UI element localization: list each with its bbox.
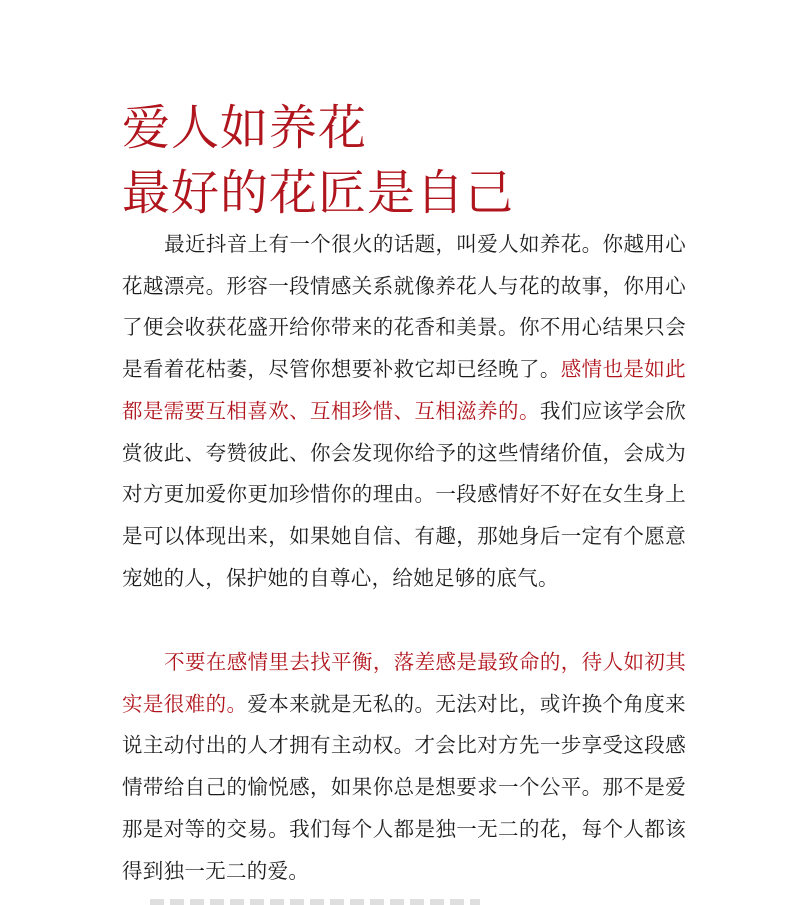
paragraph-1-text-b: 我们应该学会欣赏彼此、夸赞彼此、你会发现你给予的这些情绪价值，会成为对方更加爱你更加珍惜你的理由。一段感情好不好在女生身上是可以体现出来，如果她自信、有趣，那她身后一定有个愿意宠她的人，保护她的自尊心，给她足够的底气。 [122, 398, 686, 590]
article-title-line-2: 最好的花匠是自己 [122, 165, 515, 221]
paragraph-1-highlight: 感情也是如此都是需要互相喜欢、互相珍惜、互相滋养的。 [122, 357, 686, 423]
article-title-line-1: 爱人如养花 [122, 100, 368, 156]
paragraph-2 [122, 642, 686, 892]
paragraph-1-text-a: 最近抖音上有一个很火的话题，叫爱人如养花。你越用心花越漂亮。形容一段情感关系就像养花人与花的故事，你用心了便会收获花盛开给你带来的花香和美景。你不用心结果只会是看着花枯萎，尽管你想要补救它却已经晚了。 [122, 232, 686, 382]
cut-off-text-line [150, 899, 480, 905]
paragraph-2-text: 爱本来就是无私的。无法对比，或许换个角度来说主动付出的人才拥有主动权。才会比对方先一步享受这段感情带给自己的愉悦感，如果你总是想要求一个公平。那不是爱那是对等的交易。我们每个人都是独一无二的花，每个人都该得到独一无二的爱。 [122, 691, 686, 883]
paragraph-1 [122, 224, 686, 599]
paragraph-2-highlight: 不要在感情里去找平衡，落差感是最致命的，待人如初其实是很难的。 [122, 650, 686, 716]
